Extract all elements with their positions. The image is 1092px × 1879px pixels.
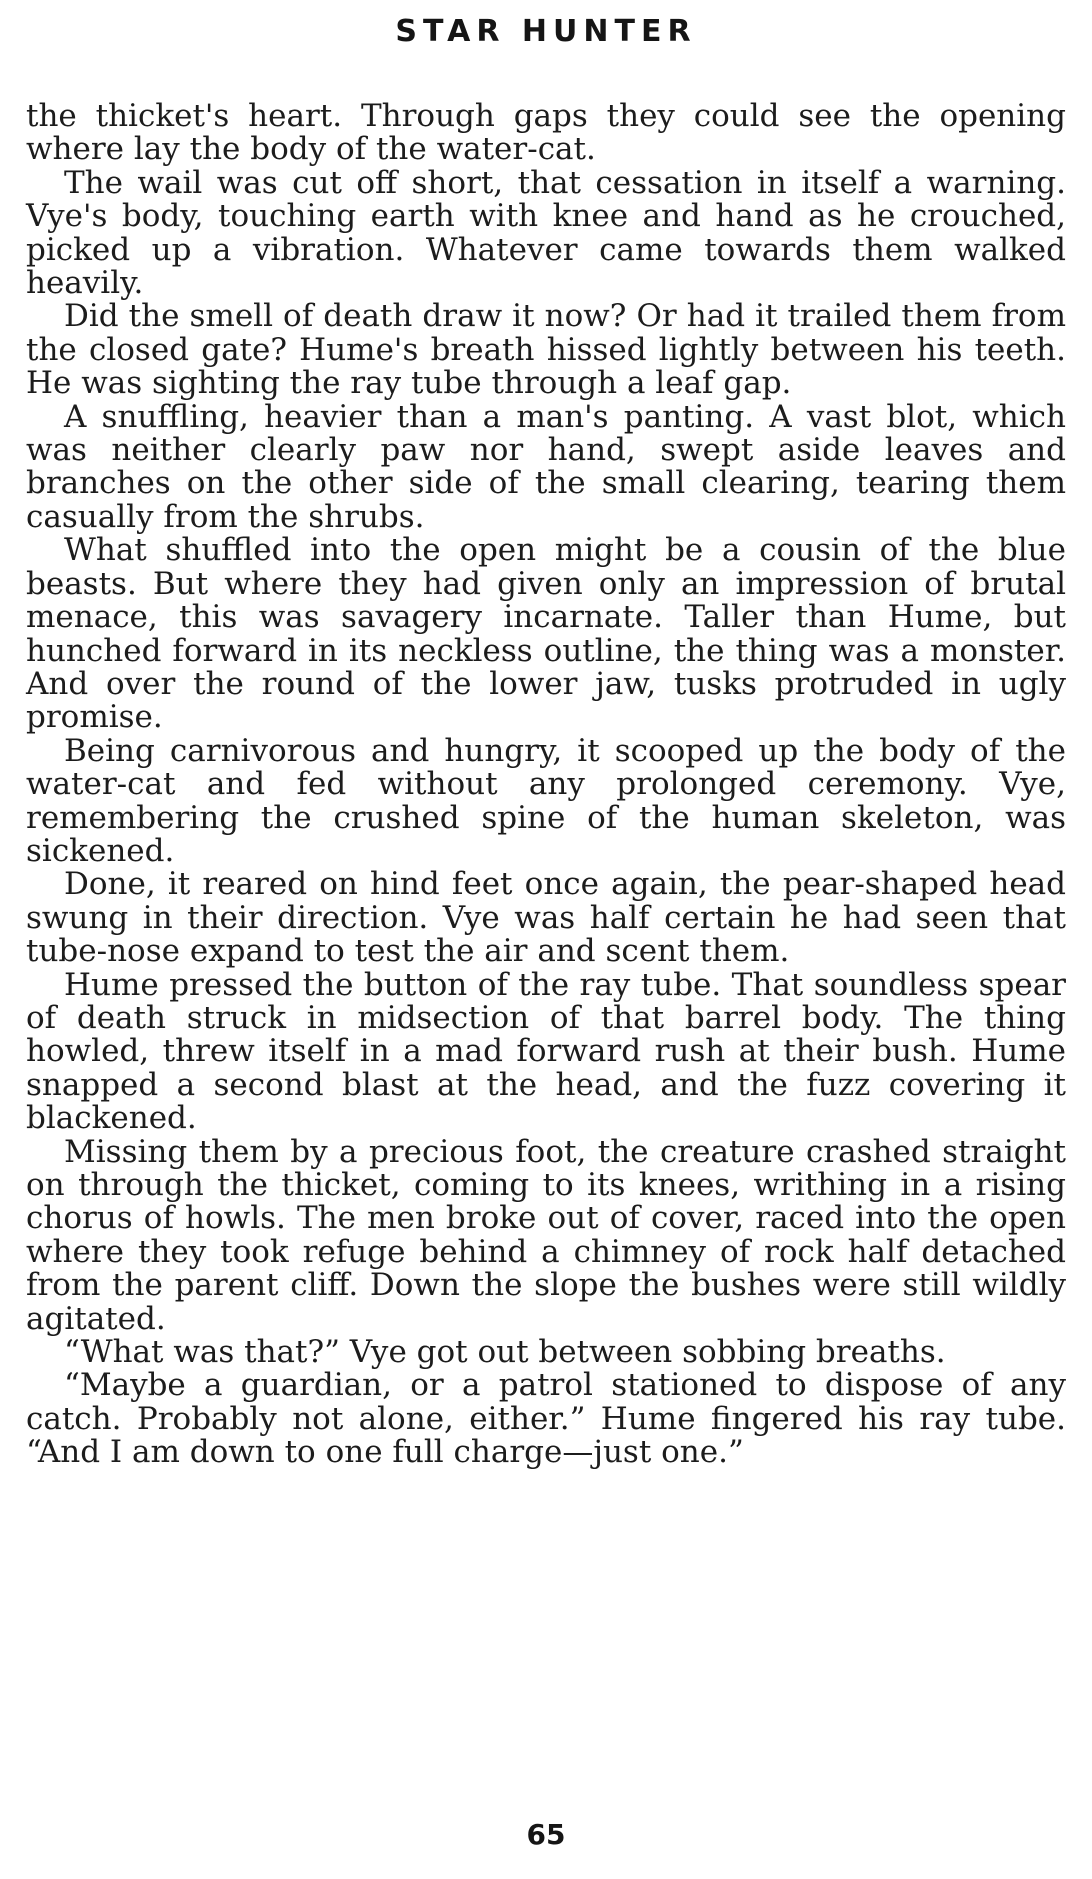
paragraph: Missing them by a precious foot, the creature crashed straight on through the thicket, coming to its knees, writhing in a rising chorus of howls. The men broke out of cover, raced into the open where they took refuge behind a chimney of rock half detached from the parent cliff. Down the slope the bushes were still wildly agitated. <box>26 1133 1066 1337</box>
paragraph: Done, it reared on hind feet once again, the pear-shaped head swung in their direction. Vye was half certain he had seen that tube-nose expand to test the air and scent them. <box>26 866 1066 970</box>
paragraph: “Maybe a guardian, or a patrol stationed to dispose of any catch. Probably not alone, either.” Hume fingered his ray tube. “And I am down to one full charge—just one.” <box>26 1367 1066 1471</box>
page-number: 65 <box>526 1818 566 1851</box>
paragraph: Did the smell of death draw it now? Or had it trailed them from the closed gate? Hume's breath hissed lightly between his teeth. He was sighting the ray tube through a leaf gap. <box>26 298 1066 402</box>
paragraph: the thicket's heart. Through gaps they could see the opening where lay the body of the water-cat. <box>26 98 1066 168</box>
paragraph: A snuffling, heavier than a man's panting. A vast blot, which was neither clearly paw nor hand, swept aside leaves and branches on the other side of the small clearing, tearing them casually from the shrubs. <box>26 398 1066 535</box>
running-head: STAR HUNTER <box>395 14 697 49</box>
paragraph: What shuffled into the open might be a cousin of the blue beasts. But where they had given only an impression of brutal menace, this was savagery incarnate. Taller than Hume, but hunched forward in its neckless outline, the thing was a monster. And over the round of the lower jaw, tusks protruded in ugly promise. <box>26 532 1066 736</box>
paragraph: Hume pressed the button of the ray tube. That soundless spear of death struck in midsection of that barrel body. The thing howled, threw itself in a mad forward rush at their bush. Hume snapped a second blast at the head, and the fuzz covering it blackened. <box>26 966 1066 1137</box>
paragraph: Being carnivorous and hungry, it scooped up the body of the water-cat and fed without any prolonged ceremony. Vye, remembering the crushed spine of the human skeleton, was sickened. <box>26 732 1066 869</box>
paragraph: “What was that?” Vye got out between sobbing breaths. <box>64 1334 946 1371</box>
body-text <box>26 100 1066 1470</box>
paragraph: The wail was cut off short, that cessation in itself a warning. Vye's body, touching earth with knee and hand as he crouched, picked up a vibration. Whatever came towards them walked heavily. <box>26 164 1066 302</box>
